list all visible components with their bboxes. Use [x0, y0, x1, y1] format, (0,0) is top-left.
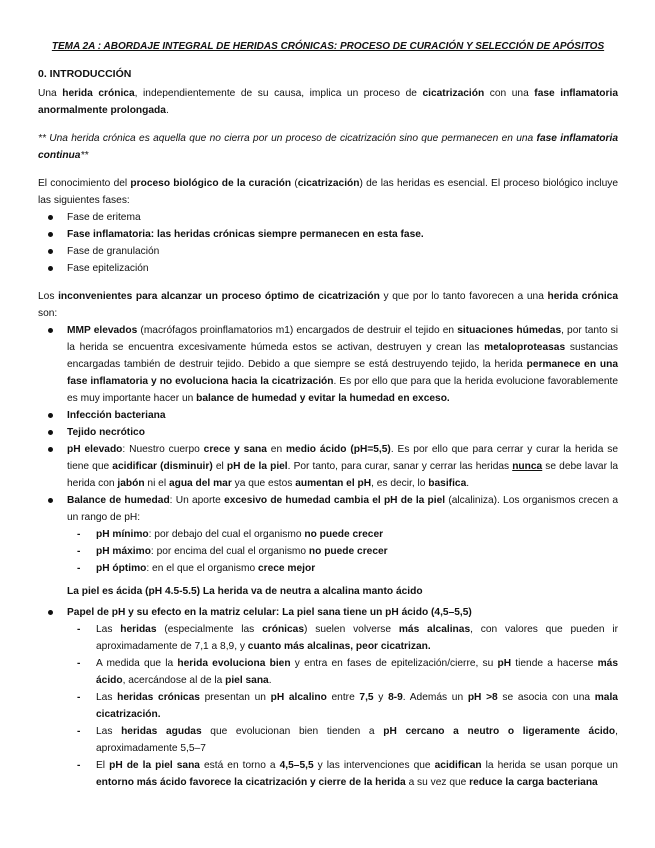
knowledge-paragraph: El conocimiento del proceso biológico de la curación (cicatrización) de las heridas es esencial. El proceso biológico incluye las siguientes fases: [38, 178, 619, 206]
list-item-paper: Papel de pH y su efecto en la matriz celular: La piel sana tiene un pH ácido (4,5–5,5) - Las heridas (especialmente las crónicas) suelen volverse más alcalinas, con valores que pueden ir aproximadamente de 7,1 a 8,9, y cuanto más alcalinas, peor cicatrizan. - A medida que la herida evoluciona bien y entra en fases de epitelización/cierre, su pH tiende a hacerse más ácido, acercándose al de la piel sana. - Las heridas crónicas presentan un pH alcalino entre 7,5 y 8-9. Además un pH >8 se asocia con una mala cicatrización. - Las heridas agudas que evolucionan bien tienden a pH cercano a neutro o ligeramente ácido, aproximadamente 5,5–7 - El pH de la piel sana está en torno a 4,5–5,5 y las intervenciones que acidifican la herida se usan porque un entorno más ácido favorece la cicatrización y cierre de la herida a su vez que reduce la carga bacteriana [38, 604, 618, 791]
document-page [38, 38, 618, 791]
list-item: Fase epitelización [38, 260, 618, 277]
list-item: - A medida que la herida evoluciona bien y entra en fases de epitelización/cierre, su pH tiende a hacerse más ácido, acercándose al de la piel sana. [67, 655, 618, 689]
list-item: - pH óptimo: en el que el organismo crece mejor [67, 560, 618, 577]
document-title: TEMA 2A : ABORDAJE INTEGRAL DE HERIDAS CRÓNICAS: PROCESO DE CURACIÓN Y SELECCIÓN DE APÓSITOS [51, 41, 605, 52]
intro-paragraph: Una herida crónica, independientemente de su causa, implica un proceso de cicatrización con una fase inflamatoria anormalmente prolongada. [38, 88, 618, 116]
skin-acid-line: La piel es ácida (pH 4.5-5.5) La herida va de neutra a alcalina manto ácido [67, 586, 423, 597]
list-item-mmp: MMP elevados (macrófagos proinflamatorios m1) encargados de destruir el tejido en situaciones húmedas, por tanto si la herida se encuentra excesivamente húmeda estos se activan, destruyen y crean las metaloproteasas sustancias encargadas también de destruir tejido. Debido a que siempre se está destruyendo tejido, la herida permanece en una fase inflamatoria y no evoluciona hacia la cicatrización. Es por ello que para que la herida evolucione favorablemente es muy importante hacer un balance de humedad y evitar la humedad en exceso. [38, 322, 618, 407]
list-item: - pH mínimo: por debajo del cual el organismo no puede crecer [67, 526, 618, 543]
list-item: - Las heridas agudas que evolucionan bien tienden a pH cercano a neutro o ligeramente ácido, aproximadamente 5,5–7 [67, 723, 618, 757]
list-item-balance: Balance de humedad: Un aporte excesivo de humedad cambia el pH de la piel (alcaliniza). Los organismos crecen a un rango de pH: - pH mínimo: por debajo del cual el organismo no puede crecer - pH máximo: por encima del cual el organismo no puede crecer - pH óptimo: en el que el organismo crece mejor [38, 492, 618, 577]
list-item: Fase inflamatoria: las heridas crónicas siempre permanecen en esta fase. [38, 226, 618, 243]
list-item: - El pH de la piel sana está en torno a 4,5–5,5 y las intervenciones que acidifican la herida se usan porque un entorno más ácido favorece la cicatrización y cierre de la herida a su vez que reduce la carga bacteriana [67, 757, 618, 791]
section-heading: 0. INTRODUCCIÓN [38, 68, 132, 80]
inconvenients-list [38, 322, 618, 577]
definition-note: ** Una herida crónica es aquella que no cierra por un proceso de cicatrización sino que permanecen en una fase inflamatoria continua** [38, 133, 618, 161]
list-item: - pH máximo: por encima del cual el organismo no puede crecer [67, 543, 618, 560]
phases-list [38, 209, 618, 277]
ph-paper-sublist [67, 621, 618, 791]
list-item: Fase de granulación [38, 243, 618, 260]
list-item-ph: pH elevado: Nuestro cuerpo crece y sana en medio ácido (pH=5,5). Es por ello que para cerrar y curar la herida se tiene que acidificar (disminuir) el pH de la piel. Por tanto, para curar, sanar y cerrar las heridas nunca se debe lavar la herida con jabón ni el agua del mar ya que estos aumentan el pH, es decir, lo basifica. [38, 441, 618, 492]
list-item-necrotic: Tejido necrótico [38, 424, 618, 441]
list-item: Fase de eritema [38, 209, 618, 226]
ph-ranges-list [67, 526, 618, 577]
list-item: - Las heridas (especialmente las crónicas) suelen volverse más alcalinas, con valores que pueden ir aproximadamente de 7,1 a 8,9, y cuanto más alcalinas, peor cicatrizan. [67, 621, 618, 655]
list-item-infection: Infección bacteriana [38, 407, 618, 424]
list-item: - Las heridas crónicas presentan un pH alcalino entre 7,5 y 8-9. Además un pH >8 se asocia con una mala cicatrización. [67, 689, 618, 723]
ph-paper-list [38, 604, 618, 791]
inconvenients-paragraph: Los inconvenientes para alcanzar un proceso óptimo de cicatrización y que por lo tanto favorecen a una herida crónica son: [38, 291, 618, 319]
